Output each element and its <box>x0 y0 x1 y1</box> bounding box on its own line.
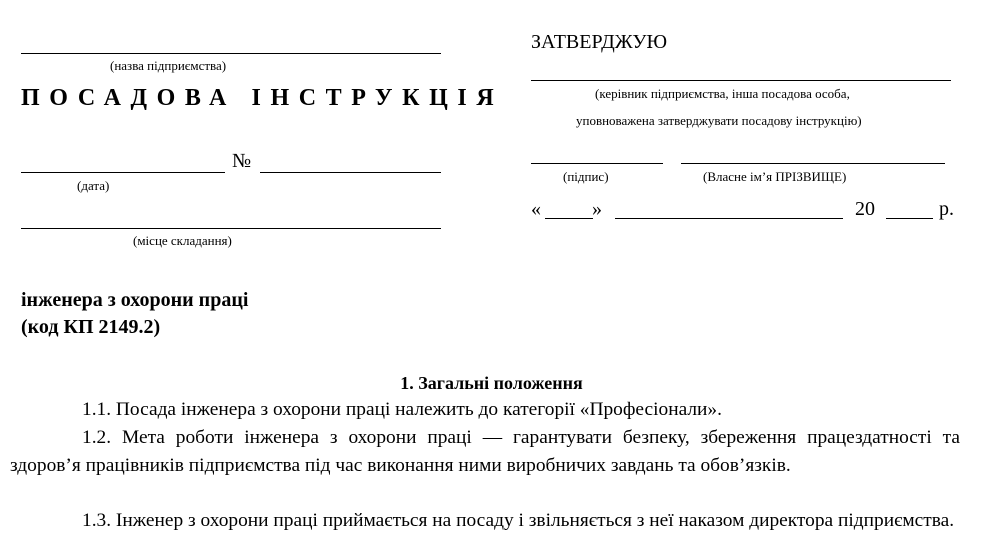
number-sign: № <box>232 150 252 172</box>
document-number-field[interactable] <box>260 172 441 173</box>
year-field[interactable] <box>886 218 933 219</box>
year-prefix: 20 <box>855 198 875 220</box>
position-title <box>21 287 248 341</box>
signature-caption: (підпис) <box>563 169 609 184</box>
year-suffix: р. <box>939 198 954 220</box>
day-open-quote: « <box>531 198 541 220</box>
section-heading: 1. Загальні положення <box>400 373 583 393</box>
full-name-caption: (Власне ім’я ПРІЗВИЩЕ) <box>703 169 847 184</box>
date-caption: (дата) <box>77 178 110 193</box>
paragraph-1-1: 1.1. Посада інженера з охорони праці належить до категорії «Професіонали». <box>82 399 722 420</box>
day-close-quote: » <box>592 198 602 220</box>
approver-caption-line1: (керівник підприємства, інша посадова особа, <box>595 86 850 101</box>
signature-field[interactable] <box>531 163 663 164</box>
place-caption: (місце складання) <box>133 233 232 248</box>
position-name: інженера з охорони праці <box>21 289 249 311</box>
day-field[interactable] <box>545 218 593 219</box>
paragraph-1-3: 1.3. Інженер з охорони праці приймається на посаду і звільняється з неї наказом директора підприємства. <box>82 510 955 531</box>
month-field[interactable] <box>615 218 843 219</box>
place-field[interactable] <box>21 228 441 229</box>
full-name-field[interactable] <box>681 163 945 164</box>
document-title: ПОСАДОВА ІНСТРУКЦІЯ <box>21 85 504 111</box>
enterprise-name-field[interactable] <box>21 53 441 54</box>
position-code: (код КП 2149.2) <box>21 316 161 338</box>
enterprise-name-caption: (назва підприємства) <box>110 58 227 73</box>
approver-caption-line2: уповноважена затверджувати посадову інструкцію) <box>576 113 862 128</box>
date-field[interactable] <box>21 172 225 173</box>
approver-field[interactable] <box>531 80 951 81</box>
approve-label: ЗАТВЕРДЖУЮ <box>531 31 668 53</box>
paragraph-1-2: 1.2. Мета роботи інженера з охорони праці — гарантувати безпеку, збереження працездатності та здоров’я працівників підприємства під час виконання ними виробничих завдань та обов’язків. <box>10 427 960 476</box>
